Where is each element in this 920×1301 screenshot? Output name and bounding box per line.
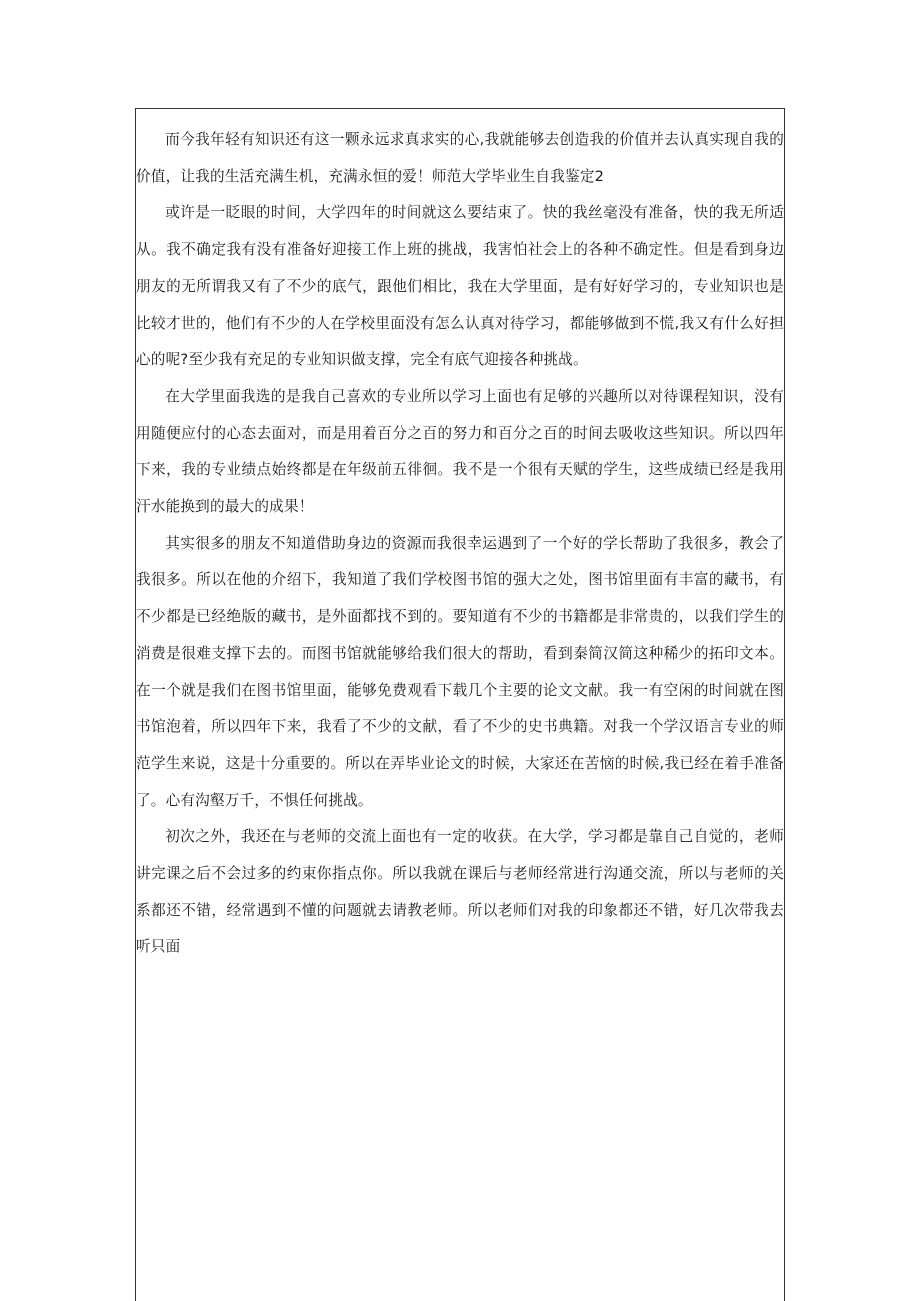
paragraph-4: 其实很多的朋友不知道借助身边的资源而我很幸运遇到了一个好的学长帮助了我很多，教会了我很多。所以在他的介绍下，我知道了我们学校图书馆的强大之处，图书馆里面有丰富的藏书，有不少都是已经绝版的藏书，是外面都找不到的。要知道有不少的书籍都是非常贵的，以我们学生的消费是很难支撑下去的。而图书馆就能够给我们很大的帮助，看到秦简汉简这种稀少的拓印文本。在一个就是我们在图书馆里面，能够免费观看下载几个主要的论文文献。我一有空闲的时间就在图书馆泡着，所以四年下来，我看了不少的文献，看了不少的史书典籍。对我一个学汉语言专业的师范学生来说，这是十分重要的。所以在弄毕业论文的时候，大家还在苦恼的时候,我已经在着手准备了。心有沟壑万千，不惧任何挑战。	[136, 534, 784, 809]
paragraph-5: 初次之外，我还在与老师的交流上面也有一定的收获。在大学，学习都是靠自己自觉的，老师讲完课之后不会过多的约束你指点你。所以我就在课后与老师经常进行沟通交流，所以与老师的关系都还不错，经常遇到不懂的问题就去请教老师。所以老师们对我的印象都还不错，好几次带我去听只面	[136, 828, 784, 956]
paragraph-3: 在大学里面我选的是我自己喜欢的专业所以学习上面也有足够的兴趣所以对待课程知识，没有用随便应付的心态去面对，而是用着百分之百的努力和百分之百的时间去吸收这些知识。所以四年下来，我的专业绩点始终都是在年级前五徘徊。我不是一个很有天赋的学生，这些成绩已经是我用汗水能换到的最大的成果！	[136, 387, 784, 516]
paragraph-1: 而今我年轻有知识还有这一颗永远求真求实的心,我就能够去创造我的价值并去认真实现自我的价值，让我的生活充满生机，充满永恒的爱！师范大学毕业生自我鉴定2	[136, 131, 784, 185]
paragraph-2: 或许是一眨眼的时间，大学四年的时间就这么要结束了。快的我丝毫没有准备，快的我无所适从。我不确定我有没有准备好迎接工作上班的挑战，我害怕社会上的各种不确定性。但是看到身边朋友的无所谓我又有了不少的底气，跟他们相比，我在大学里面，是有好好学习的，专业知识也是比较才世的，他们有不少的人在学校里面没有怎么认真对待学习，都能够做到不慌,我又有什么好担心的呢?至少我有充足的专业知识做支撑，完全有底气迎接各种挑战。	[136, 204, 784, 369]
document-body	[136, 122, 784, 966]
